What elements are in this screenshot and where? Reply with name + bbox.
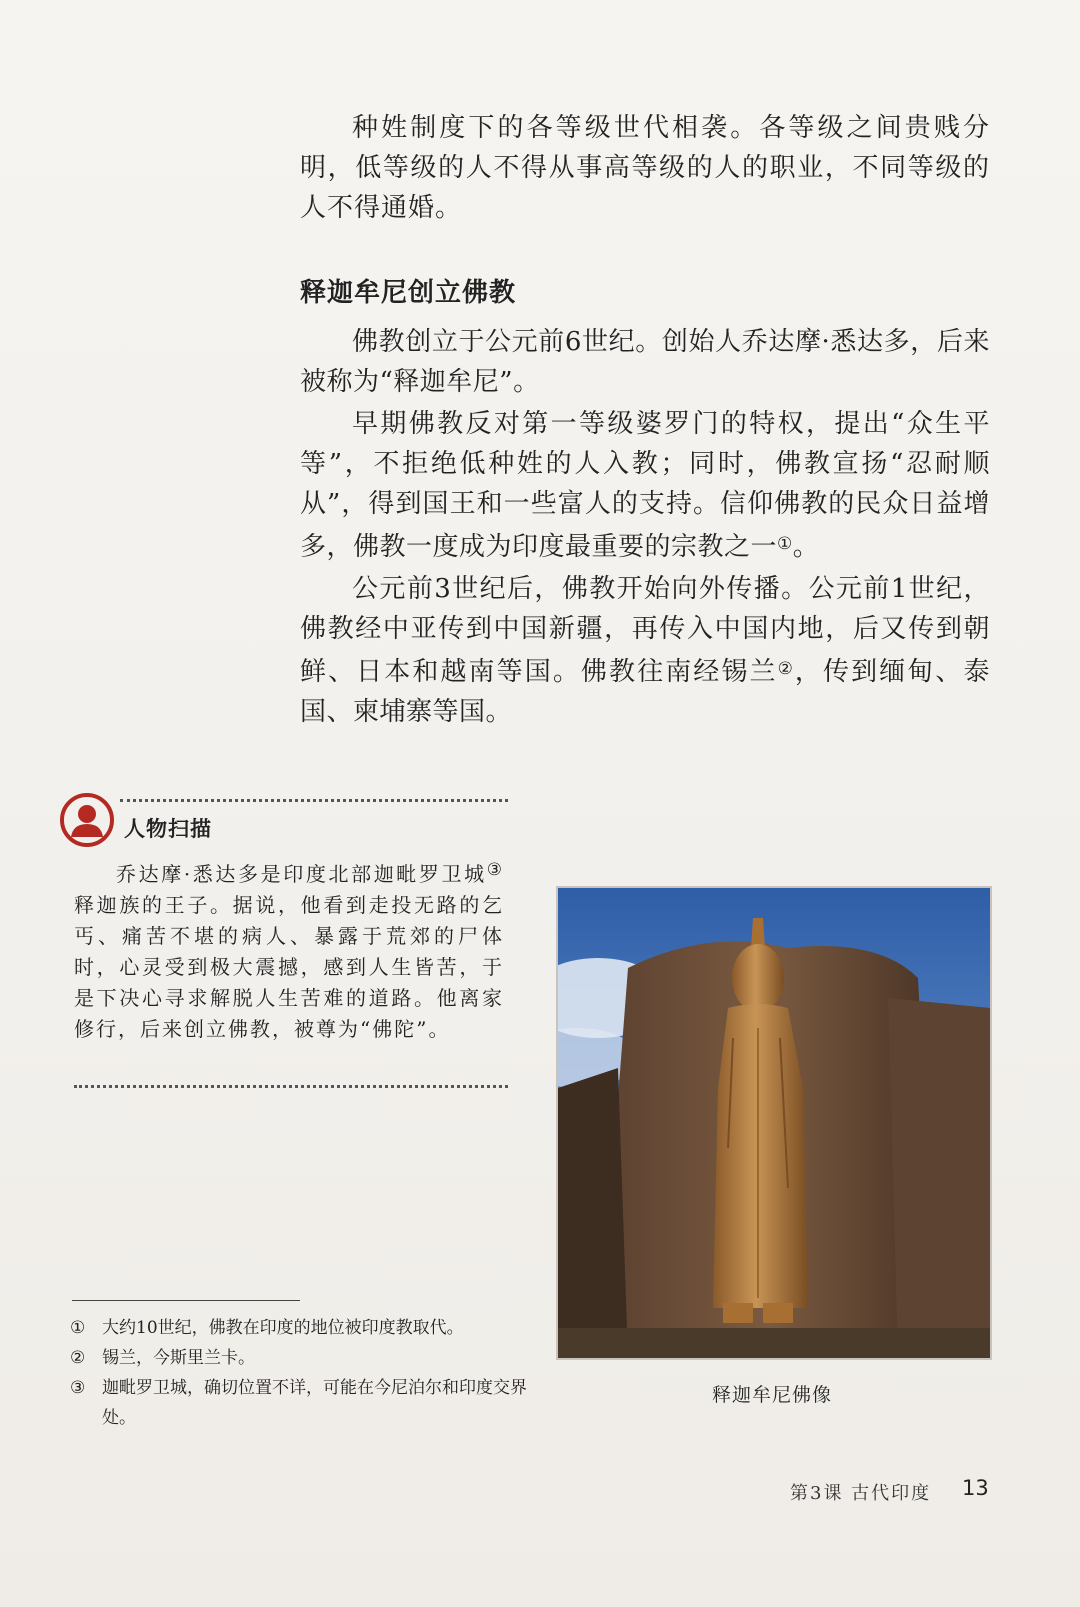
profile-top-divider bbox=[120, 799, 508, 802]
paragraph-spread-text-a: 公元前3世纪后，佛教开始向外传播。公元前1世纪，佛教经中亚传到中国新疆，再传入中国内地，后又传到朝鲜、日本和越南等国。佛教往南经锡兰 bbox=[300, 574, 990, 687]
footnote-ref-1[interactable]: ① bbox=[777, 534, 793, 554]
profile-text bbox=[74, 855, 504, 1045]
paragraph-early-buddhism-end: 。 bbox=[792, 532, 820, 562]
profile-text-a: 乔达摩·悉达多是印度北部迦毗罗卫城 bbox=[116, 862, 487, 886]
footnotes bbox=[70, 1313, 550, 1433]
paragraph-founding: 佛教创立于公元前6世纪。创始人乔达摩·悉达多，后来被称为“释迦牟尼”。 bbox=[300, 327, 990, 397]
statue-illustration bbox=[558, 888, 990, 1358]
footnote-1 bbox=[70, 1313, 550, 1343]
footnote-2 bbox=[70, 1343, 550, 1373]
profile-bottom-divider bbox=[74, 1085, 508, 1088]
footnote-ref-3[interactable]: ③ bbox=[486, 860, 504, 880]
buddha-statue-photo bbox=[556, 886, 992, 1360]
footnote-mark: ③ bbox=[70, 1378, 86, 1398]
profile-title: 人物扫描 bbox=[124, 817, 212, 841]
intro-text: 种姓制度下的各等级世代相袭。各等级之间贵贱分明，低等级的人不得从事高等级的人的职业，不同等级的人不得通婚。 bbox=[300, 113, 990, 223]
photo-caption: 释迦牟尼佛像 bbox=[711, 1384, 832, 1406]
paragraph-spread-text-b: ，传到缅甸、泰国、柬埔寨等国。 bbox=[300, 657, 990, 727]
paragraph-early-buddhism bbox=[300, 404, 990, 567]
paragraph-early-buddhism-text: 早期佛教反对第一等级婆罗门的特权，提出“众生平等”，不拒绝低种姓的人入教；同时，佛教宣扬“忍耐顺从”，得到国王和一些富人的支持。信仰佛教的民众日益增多，佛教一度成为印度最重要的宗教之一 bbox=[300, 409, 990, 562]
footnote-mark: ② bbox=[70, 1348, 86, 1368]
footnote-text: 大约10世纪，佛教在印度的地位被印度教取代。 bbox=[102, 1318, 464, 1338]
footnote-text: 迦毗罗卫城，确切位置不详，可能在今尼泊尔和印度交界处。 bbox=[102, 1378, 527, 1428]
page-number: 13 bbox=[962, 1476, 989, 1500]
section-title: 释迦牟尼创立佛教 bbox=[300, 278, 517, 308]
person-icon bbox=[60, 793, 114, 847]
footnote-divider bbox=[72, 1300, 300, 1301]
footnote-3 bbox=[70, 1373, 550, 1433]
footnote-mark: ① bbox=[70, 1318, 86, 1338]
footnote-text: 锡兰，今斯里兰卡。 bbox=[102, 1348, 255, 1368]
person-profile-box bbox=[60, 793, 508, 1089]
paragraph-spread bbox=[300, 569, 990, 732]
footnote-ref-2[interactable]: ② bbox=[777, 659, 795, 679]
profile-text-b: 释迦族的王子。据说，他看到走投无路的乞丐、痛苦不堪的病人、暴露于荒郊的尸体时，心灵受到极大震撼，感到人生皆苦，于是下决心寻求解脱人生苦难的道路。他离家修行，后来创立佛教，被尊为“佛陀”。 bbox=[74, 893, 504, 1041]
section-body bbox=[300, 322, 990, 734]
running-footer: 第3课 古代印度 bbox=[790, 1483, 932, 1504]
intro-paragraph bbox=[300, 108, 990, 228]
